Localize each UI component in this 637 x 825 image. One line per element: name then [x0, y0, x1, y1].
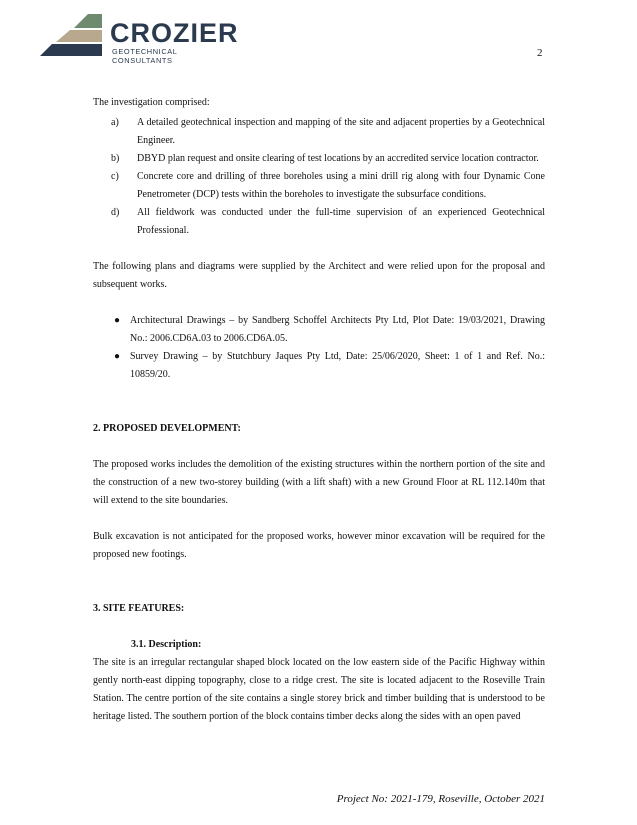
list-marker: d): [111, 207, 120, 218]
list-item: [93, 114, 545, 150]
logo-subtitle: GEOTECHNICAL CONSULTANTS: [112, 47, 178, 65]
list-item-text: A detailed geotechnical inspection and mapping of the site and adjacent properties by a Geotechnical Engineer.: [137, 117, 545, 146]
investigation-list: [93, 114, 545, 240]
document-body: [93, 94, 545, 726]
plans-list: [93, 312, 545, 384]
list-item: [93, 312, 545, 348]
section-heading-proposed-development: 2. PROPOSED DEVELOPMENT:: [93, 423, 241, 434]
list-marker: c): [111, 171, 119, 182]
sub-heading-description: 3.1. Description:: [131, 639, 202, 650]
list-item-text: DBYD plan request and onsite clearing of test locations by an accredited service location contractor.: [137, 153, 539, 164]
list-item-text: All fieldwork was conducted under the full-time supervision of an experienced Geotechnical Professional.: [137, 207, 545, 236]
bullet-icon: ●: [114, 315, 121, 326]
list-item: [93, 150, 545, 168]
investigation-intro: The investigation comprised:: [93, 97, 210, 108]
site-description-paragraph: The site is an irregular rectangular shaped block located on the low eastern side of the Pacific Highway within gently north-east dipping topography, close to a ridge crest. The site is located adjacent to the Roseville Train Station. The centre portion of the site contains a single storey brick and timber building that is understood to be heritage listed. The southern portion of the block contains timber decks along the sides with an open paved: [93, 657, 545, 722]
list-marker: a): [111, 117, 119, 128]
list-marker: b): [111, 153, 120, 164]
page-number: 2: [537, 47, 543, 59]
list-item: [93, 168, 545, 204]
footer-project-info: Project No: 2021-179, Roseville, October 2021: [336, 793, 545, 805]
section-heading-site-features: 3. SITE FEATURES:: [93, 603, 185, 614]
bullet-icon: ●: [114, 351, 121, 362]
proposed-development-paragraph-1: The proposed works includes the demolition of the existing structures within the northern portion of the site and the construction of a new two-storey building (with a lift shaft) with a new Ground Floor at RL 112.140m that will extend to the site boundaries.: [93, 459, 545, 506]
list-item-text: Architectural Drawings – by Sandberg Schoffel Architects Pty Ltd, Plot Date: 19/03/2021, Drawing No.: 2006.CD6A.03 to 2006.CD6A.05.: [130, 315, 545, 344]
list-item: [93, 204, 545, 240]
company-logo: [40, 14, 240, 65]
plans-intro: The following plans and diagrams were supplied by the Architect and were relied upon for the proposal and subsequent works.: [93, 261, 545, 290]
list-item: [93, 348, 545, 384]
logo-name: CROZIER: [110, 18, 239, 48]
list-item-text: Concrete core and drilling of three boreholes using a mini drill rig along with four Dynamic Cone Penetrometer (DCP) tests within the boreholes to investigate the subsurface conditions.: [137, 171, 545, 200]
proposed-development-paragraph-2: Bulk excavation is not anticipated for the proposed works, however minor excavation will be required for the proposed new footings.: [93, 531, 545, 560]
list-item-text: Survey Drawing – by Stutchbury Jaques Pty Ltd, Date: 25/06/2020, Sheet: 1 of 1 and Ref. No.: 10859/20.: [130, 351, 545, 380]
logo-mark-icon: [40, 14, 110, 58]
